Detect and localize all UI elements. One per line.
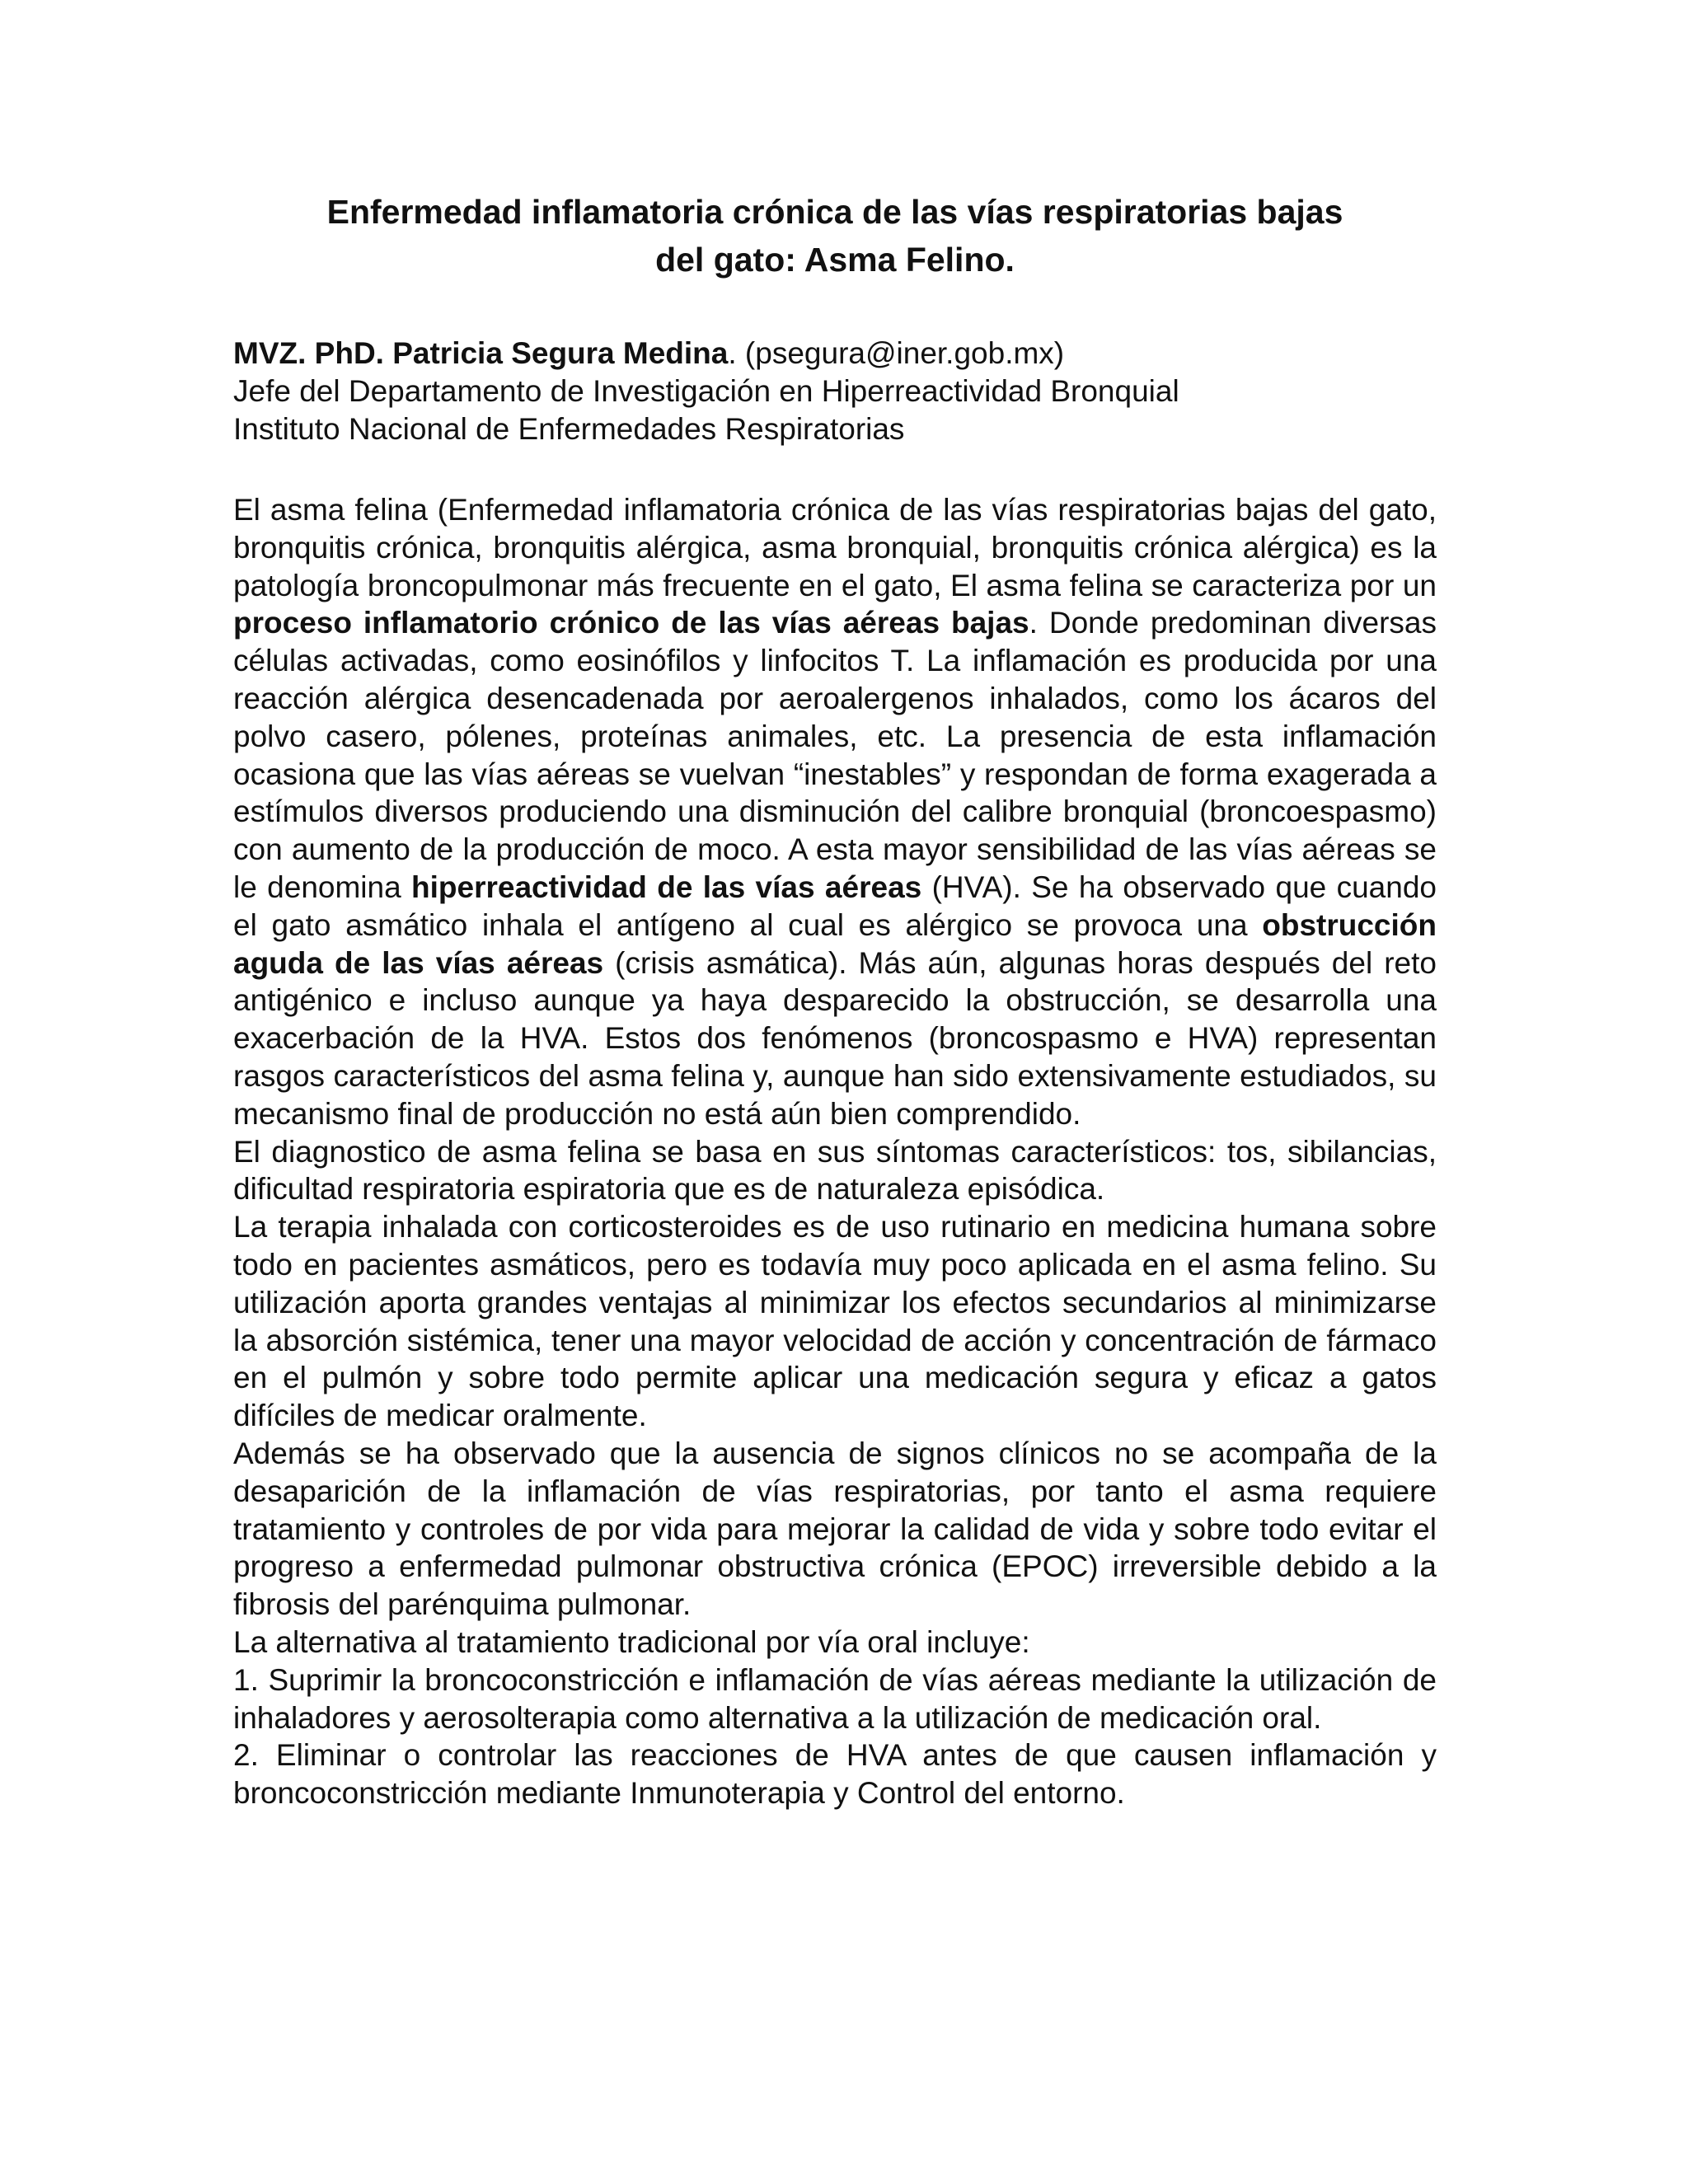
title-line-2: del gato: Asma Felino.	[655, 241, 1015, 279]
emphasis-inflammatory-process: proceso inflamatorio crónico de las vías aéreas bajas	[233, 606, 1029, 640]
author-line	[233, 335, 1437, 373]
document-body	[233, 491, 1437, 1812]
paragraph-alternative: La alternativa al tratamiento tradicional por vía oral incluye:	[233, 1624, 1030, 1659]
paragraph-text: . Donde predominan diversas células activadas, como eosinófilos y linfocitos T. La inflamación es producida por una reacción alérgica desencadenada por aeroalergenos inhalados, como los ácaros del polvo casero, pólenes, proteínas animales, etc. La presencia de esta inflamación ocasiona que las vías aéreas se vuelvan “inestables” y respondan de forma exagerada a estímulos diversos produciendo una disminución del calibre bronquial (broncoespasmo) con aumento de la producción de moco. A esta mayor sensibilidad de las vías aéreas se le denomina	[233, 606, 1437, 904]
paragraph-diagnosis: El diagnostico de asma felina se basa en sus síntomas característicos: tos, sibilancias, dificultad respiratoria espiratoria que es de naturaleza episódica.	[233, 1134, 1437, 1207]
document-title	[233, 188, 1437, 284]
paragraph-text: (HVA). Se ha observado que cuando el gato asmático inhala el antígeno al cual es alérgico se provoca una	[233, 869, 1437, 942]
list-item-1: 1. Suprimir la broncoconstricción e inflamación de vías aéreas mediante la utilización de inhaladores y aerosolterapia como alternativa a la utilización de medicación oral.	[233, 1662, 1437, 1735]
emphasis-obstruction: obstrucción aguda de las vías aéreas	[233, 907, 1437, 980]
document-page	[233, 188, 1437, 1812]
paragraph-text: (crisis asmática). Más aún, algunas horas después del reto antigénico e incluso aunque ya haya desparecido la obstrucción, se desarrolla una exacerbación de la HVA. Estos dos fenómenos (broncospasmo e HVA) representan rasgos característicos del asma felina y, aunque han sido extensivamente estudiados, su mecanismo final de producción no está aún bien comprendido.	[233, 945, 1437, 1131]
list-item-2: 2. Eliminar o controlar las reacciones de HVA antes de que causen inflamación y broncoconstricción mediante Inmunoterapia y Control del entorno.	[233, 1738, 1437, 1811]
emphasis-hyperreactivity: hiperreactividad de las vías aéreas	[411, 869, 922, 904]
author-block	[233, 335, 1437, 448]
title-line-1: Enfermedad inflamatoria crónica de las vías respiratorias bajas	[326, 193, 1343, 231]
paragraph-intro	[233, 491, 1437, 1133]
author-institution: Instituto Nacional de Enfermedades Respiratorias	[233, 412, 905, 446]
author-email: . (psegura@iner.gob.mx)	[728, 336, 1065, 370]
paragraph-text: El asma felina (Enfermedad inflamatoria crónica de las vías respiratorias bajas del gato, bronquitis crónica, bronquitis alérgica, asma bronquial, bronquitis crónica alérgica) es la patología broncopulmonar más frecuente en el gato, El asma felina se caracteriza por un	[233, 493, 1437, 602]
author-position: Jefe del Departamento de Investigación en Hiperreactividad Bronquial	[233, 374, 1179, 408]
author-name: MVZ. PhD. Patricia Segura Medina	[233, 336, 729, 370]
paragraph-therapy: La terapia inhalada con corticosteroides es de uso rutinario en medicina humana sobre todo en pacientes asmáticos, pero es todavía muy poco aplicada en el asma felino. Su utilización aporta grandes ventajas al minimizar los efectos secundarios al minimizarse la absorción sistémica, tener una mayor velocidad de acción y concentración de fármaco en el pulmón y sobre todo permite aplicar una medicación segura y eficaz a gatos difíciles de medicar oralmente.	[233, 1210, 1437, 1433]
paragraph-inflammation: Además se ha observado que la ausencia de signos clínicos no se acompaña de la desaparición de la inflamación de vías respiratorias, por tanto el asma requiere tratamiento y controles de por vida para mejorar la calidad de vida y sobre todo evitar el progreso a enfermedad pulmonar obstructiva crónica (EPOC) irreversible debido a la fibrosis del parénquima pulmonar.	[233, 1436, 1437, 1622]
